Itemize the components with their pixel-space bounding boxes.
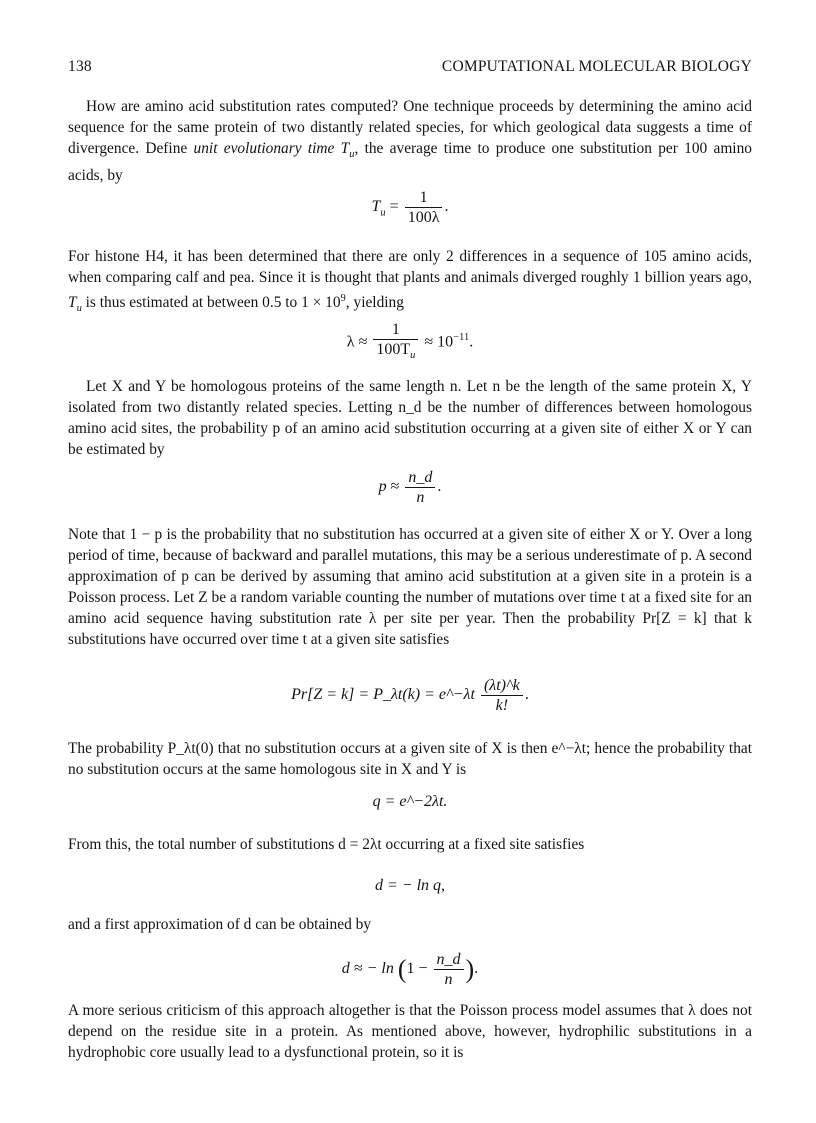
term-unit-evolutionary-time: unit evolutionary time [193,140,335,157]
fraction: $\frac{(\lambda t)\^{}k}{k!}$ [481,676,523,715]
fraction: $\frac{1}{100T_u}$ [373,320,418,365]
paragraph-6: From this, the total number of substitutions d = 2λt occurring at a fixed site satisfies [68,836,585,853]
fraction: $\frac{1}{100\lambda}$ [405,188,443,227]
running-title: COMPUTATIONAL MOLECULAR BIOLOGY [441,58,752,75]
paragraph-4: Note that 1 − p is the probability that no substitution has occurred at a given site of either X or Y. Over a long period of time, because of backward and parallel mutations, this may be a serious underestimate of p. A second approximation of p can be derived by assuming that amino acid substitution at a given site in a protein is a Poisson process. Let Z be a random variable counting the number of mutations over time t at a fixed site for an amino acid sequence having substitution rate λ per site per year. Then the probability Pr[Z = k] that k substitutions have occurred over time t at a given site satisfies [68,526,752,648]
page-number: 138 [68,58,92,75]
equation-p: p ≈ $\frac{n\_d}{n}$ . [378,469,442,506]
paragraph-3: Let X and Y be homologous proteins of the same length n. Let n be the length of the same protein X, Y isolated from two distantly related species. Letting n_d be the number of differences between homologous amino acid sites, the probability p of an amino acid substitution occurring at a given site of either X or Y can be estimated by [68,378,752,458]
equation-tu: $T_u$ = $\frac{1}{100\lambda}$ . [371,189,449,226]
running-header [68,58,752,78]
equation-d: d = − ln q, [374,877,446,894]
equation-lambda: λ ≈ $\frac{1}{100T_u}$ ≈ $10^{-11}$. [68,320,752,365]
paragraph-5: The probability P_λt(0) that no substitution occurs at a given site of X is then e^−λt; hence the probability that no substitution occurs at the same homologous site in X and Y is [68,740,752,778]
paragraph-7: and a first approximation of d can be obtained by [68,916,372,933]
equation-d-approx: d ≈ − ln (1 − $\frac{n\_d}{n}$ ). [341,951,479,988]
equation-q: q = e^−2λt. [372,793,448,810]
equation-poisson: Pr[Z = k] = P_λt(k) = e^−λt $\frac{(\lambda t)\^{}k}{k!}$ . [291,677,529,714]
paragraph-8: A more serious criticism of this approach altogether is that the Poisson process model assumes that λ does not depend on the residue site in a protein. As mentioned above, however, hydrophilic substitutions in a hydrophobic core usually lead to a dysfunctional protein, so it is [68,1002,752,1061]
fraction: $\frac{n\_d}{n}$ [434,950,464,989]
paragraph-1: How are amino acid substitution rates computed? One technique proceeds by determining the amino acid sequence for the same protein of two distantly related species, for which geological data suggests a time of divergence. Define unit evolutionary time $T_u$, the average time to produce one substitution per 100 amino acids, by [68,98,752,185]
paragraph-2: For histone H4, it has been determined that there are only 2 differences in a sequence of 105 amino acids, when comparing calf and pea. Since it is thought that plants and animals diverged roughly 1 billion years ago, $T_u$ is thus estimated at between 0.5 to $1 \times 10^9$, yielding [68,248,752,315]
fraction: $\frac{n\_d}{n}$ [405,468,435,507]
